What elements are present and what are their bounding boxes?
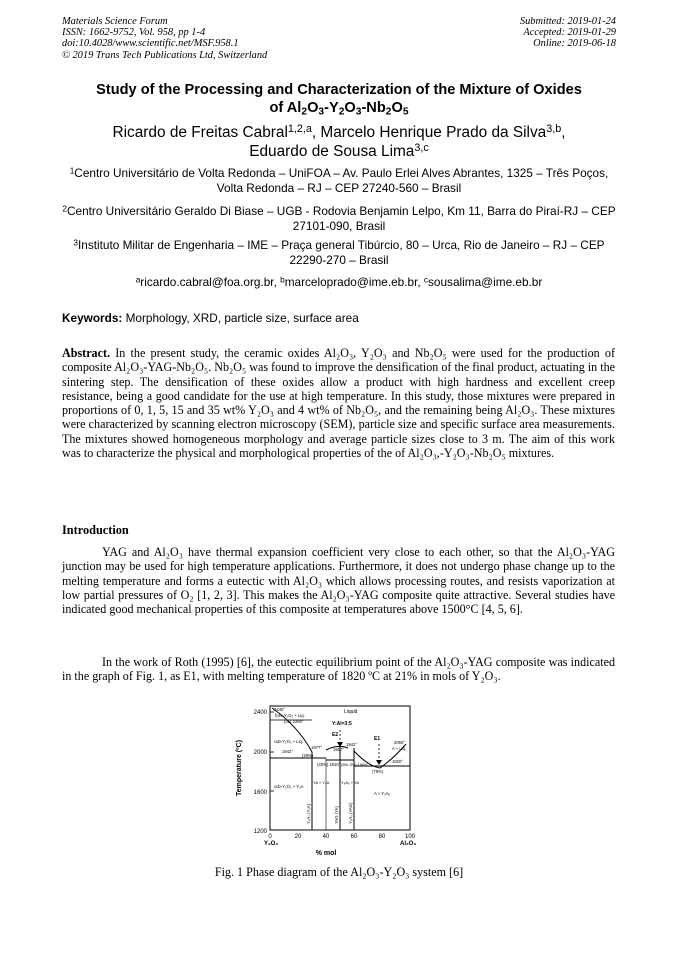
affiliation-3 [62, 238, 616, 268]
submitted-date: Submitted: 2019-01-24 [519, 16, 616, 27]
affiliation-text: Centro Universitário de Volta Redonda – UniFOA – Av. Paulo Erlei Alves Abrantes, 1325 – Três Poços, Volta Redonda – RJ – CEP 27240-560 – Brasil [74, 166, 609, 195]
x-tick-label: 40 [322, 834, 330, 840]
author-emails [62, 275, 616, 290]
diagram-label: E1 [374, 736, 381, 742]
email-address: sousalima@ime.eb.br [428, 275, 543, 289]
diagram-label: Y₄A₂ (Y₂A) [306, 803, 311, 824]
title-text: -Y [324, 100, 339, 116]
diagram-label: 1942° [346, 742, 357, 747]
author-name: Ricardo de Freitas Cabral [112, 124, 288, 141]
affiliation-2 [62, 204, 616, 234]
title-text: O [307, 100, 319, 116]
diagram-label: cub-Y₂O₃ + Liq. [274, 739, 304, 744]
x-tick-label: 80 [378, 834, 386, 840]
title-line-1: Study of the Processing and Characterization of the Mixture of Oxides [96, 82, 582, 98]
x-axis-right-end: Al₂O₃ [400, 841, 417, 847]
title-sub: 2 [301, 106, 308, 118]
diagram-label: 1942° [282, 749, 293, 754]
diagram-label: fcss-Y₂O₃ + Liq. [275, 713, 305, 718]
keywords-label: Keywords: [62, 311, 123, 325]
online-date: Online: 2019-06-18 [533, 38, 616, 50]
email-mark: b [280, 275, 285, 285]
title-text: -Nb [361, 100, 386, 116]
y-tick-label: 1200 [253, 829, 267, 835]
title-text: O [391, 100, 403, 116]
email-mark: a [135, 275, 141, 285]
title-line-2 [62, 99, 616, 117]
author-line-1: Ricardo de Freitas Cabral$^{1,2,a}$, Marcelo Henrique Prado da Silva$^{3,b}$, [112, 123, 566, 141]
author-name: , Marcelo Henrique Prado da Silva [311, 124, 547, 141]
diagram-label: E2 [332, 732, 339, 738]
journal-header-right [520, 16, 616, 50]
figure-caption: Fig. 1 Phase diagram of the Al₂O₃-Y₂O₃ system [6] [214, 865, 464, 879]
paper-title [62, 81, 616, 117]
keywords [62, 311, 616, 326]
affiliation-mark: 2 [62, 204, 67, 214]
introduction-paragraph-2: In the work of Roth (1995) [6], the eutectic equilibrium point of the Al₂O₃-YAG composite was indicated in the graph of Fig. 1, as E1, with melting temperature of 1820 ºC at 21% in mols of Y₂O₃. [62, 655, 615, 684]
diagram-label: A + Liq. [392, 746, 407, 751]
diagram-label: YA + Y₄A [313, 780, 330, 785]
journal-header-left [62, 16, 267, 61]
diagram-label: Y₃A₅ (YAG) [348, 802, 353, 824]
author-affiliation-mark: 3,b [546, 123, 562, 136]
title-sub: 3 [318, 106, 325, 118]
diagram-label: 1917° [333, 747, 344, 752]
author-affiliation-mark: 1,2,a [287, 123, 312, 136]
abstract-label: Abstract. [62, 346, 111, 360]
diagram-label: Liquid [344, 709, 358, 715]
title-sub: 2 [385, 106, 392, 118]
affiliation-mark: 3 [73, 238, 79, 248]
email-address: marceloprado@ime.eb.br, [284, 275, 424, 289]
phase-diagram [228, 700, 424, 858]
journal-name: Materials Science Forum [62, 16, 168, 27]
diagram-label: 2050° [394, 740, 405, 745]
section-heading-introduction: Introduction [62, 523, 129, 537]
diagram-label: Y₃A₅ + YA [341, 780, 360, 785]
author-line-2 [62, 142, 616, 161]
abstract-text: In the present study, the ceramic oxides Al₂O₃, Y₂O₃ and Nb₂O₅ were used for the production of composite Al₂O₃-YAG-Nb₂O₅. Nb₂O₅ was found to improve the densification of the final product, actuating in the sintering step. The densification of these oxides allow a product with high hardness and excellent creep resistance, being a good candidate for the use at high temperature. In this study, those mixtures were prepared in proportions of 0, 1, 5, 15 and 35 wt% Y₂O₃ and 4 wt% of Nb₂O₅, and the remaining being Al₂O₃. These mixtures were characterized by scanning electron microscopy (SEM), particle size and specific surface area measurements. The mixtures showed homogeneous morphology and average particle sizes close to 3 m. The aim of this work was to characterize the physical and morphological properties of the of Al₂O₃,-Y₂O₃-Nb₂O₅ mixtures. [62, 346, 615, 461]
title-text: O [344, 100, 356, 116]
abstract [62, 346, 615, 460]
diagram-label: (40%) 1910° [317, 762, 341, 767]
x-tick-label: 0 [268, 834, 272, 840]
y-axis-label: Temperature (ºC) [236, 739, 243, 797]
author-list [62, 123, 616, 161]
phase-diagram-figure [228, 700, 424, 858]
title-sub: 5 [402, 106, 409, 118]
author-name: Eduardo de Sousa Lima [249, 143, 415, 160]
diagram-label: Y:Al=3:5 [332, 721, 352, 727]
title-sub: 2 [338, 106, 345, 118]
diagram-label: cub-Y₂O₃ + Y₄A [274, 784, 304, 789]
diagram-label: (5%-3%) 1905° [341, 762, 369, 767]
diagram-label: A + Y₃A₅ [374, 791, 391, 796]
email-address: ricardo.cabral@foa.org.br, [140, 275, 281, 289]
title-sub: 3 [355, 106, 362, 118]
x-tick-label: 60 [350, 834, 358, 840]
x-tick-label: 20 [294, 834, 302, 840]
diagram-label: 2440° [274, 707, 285, 712]
y-tick-label: 2000 [253, 750, 267, 756]
introduction-paragraph-1: YAG and Al₂O₃ have thermal expansion coefficient very close to each other, so that the Al₂O₃-YAG junction may be used for high temperature applications. Furthermore, it does not undergo phase change up to the melting temperature and forms a eutectic with Al₂O₃ which allows processing routes, and resists vaporization at low partial pressures of O₂ [1, 2, 3]. This makes the Al₂O₃-YAG composite quite attractive. Several studies have indicated good mechanical properties of this composite at temperatures above 1500°C [4, 5, 6]. [62, 545, 615, 617]
affiliation-mark: 1 [69, 166, 75, 176]
affiliation-text: Instituto Militar de Engenharia – IME – Praça general Tibúrcio, 80 – Urca, Rio de Janeiro – RJ – CEP 22290-270 – Brasil [78, 238, 605, 267]
author-affiliation-mark: 3,c [414, 142, 429, 155]
diagram-label: 1977° [311, 745, 322, 750]
e1-arrowhead [376, 760, 382, 765]
diagram-label: YAG (YA) [334, 806, 339, 824]
diagram-label: (79%) [372, 769, 384, 774]
email-mark: c [423, 275, 429, 285]
diagram-label: 1820° [392, 759, 403, 764]
affiliation-1 [62, 166, 616, 196]
diagram-label: (25) 2280° [284, 719, 304, 724]
journal-issn: ISSN: 1662-9752, Vol. 958, pp 1-4 [62, 27, 206, 39]
journal-copyright: © 2019 Trans Tech Publications Ltd, Switzerland [62, 49, 268, 61]
x-axis-left-end: Y₂O₃ [264, 841, 279, 847]
x-axis-label: % mol [315, 850, 337, 857]
keywords-text: Morphology, XRD, particle size, surface area [122, 311, 359, 325]
journal-doi: doi:10.4028/www.scientific.net/MSF.958.1 [62, 38, 239, 50]
y-tick-label: 2400 [253, 710, 267, 716]
title-text: of Al [269, 100, 302, 116]
x-tick-label: 100 [404, 834, 416, 840]
accepted-date: Accepted: 2019-01-29 [523, 27, 616, 39]
affiliation-text: Centro Universitário Geraldo Di Biase – UGB - Rodovia Benjamin Lelpo, Km 11, Barra do Piraí-RJ – CEP 27101-090, Brasil [67, 204, 616, 233]
y-tick-label: 1600 [253, 790, 267, 796]
diagram-label: (29%) [302, 753, 314, 758]
